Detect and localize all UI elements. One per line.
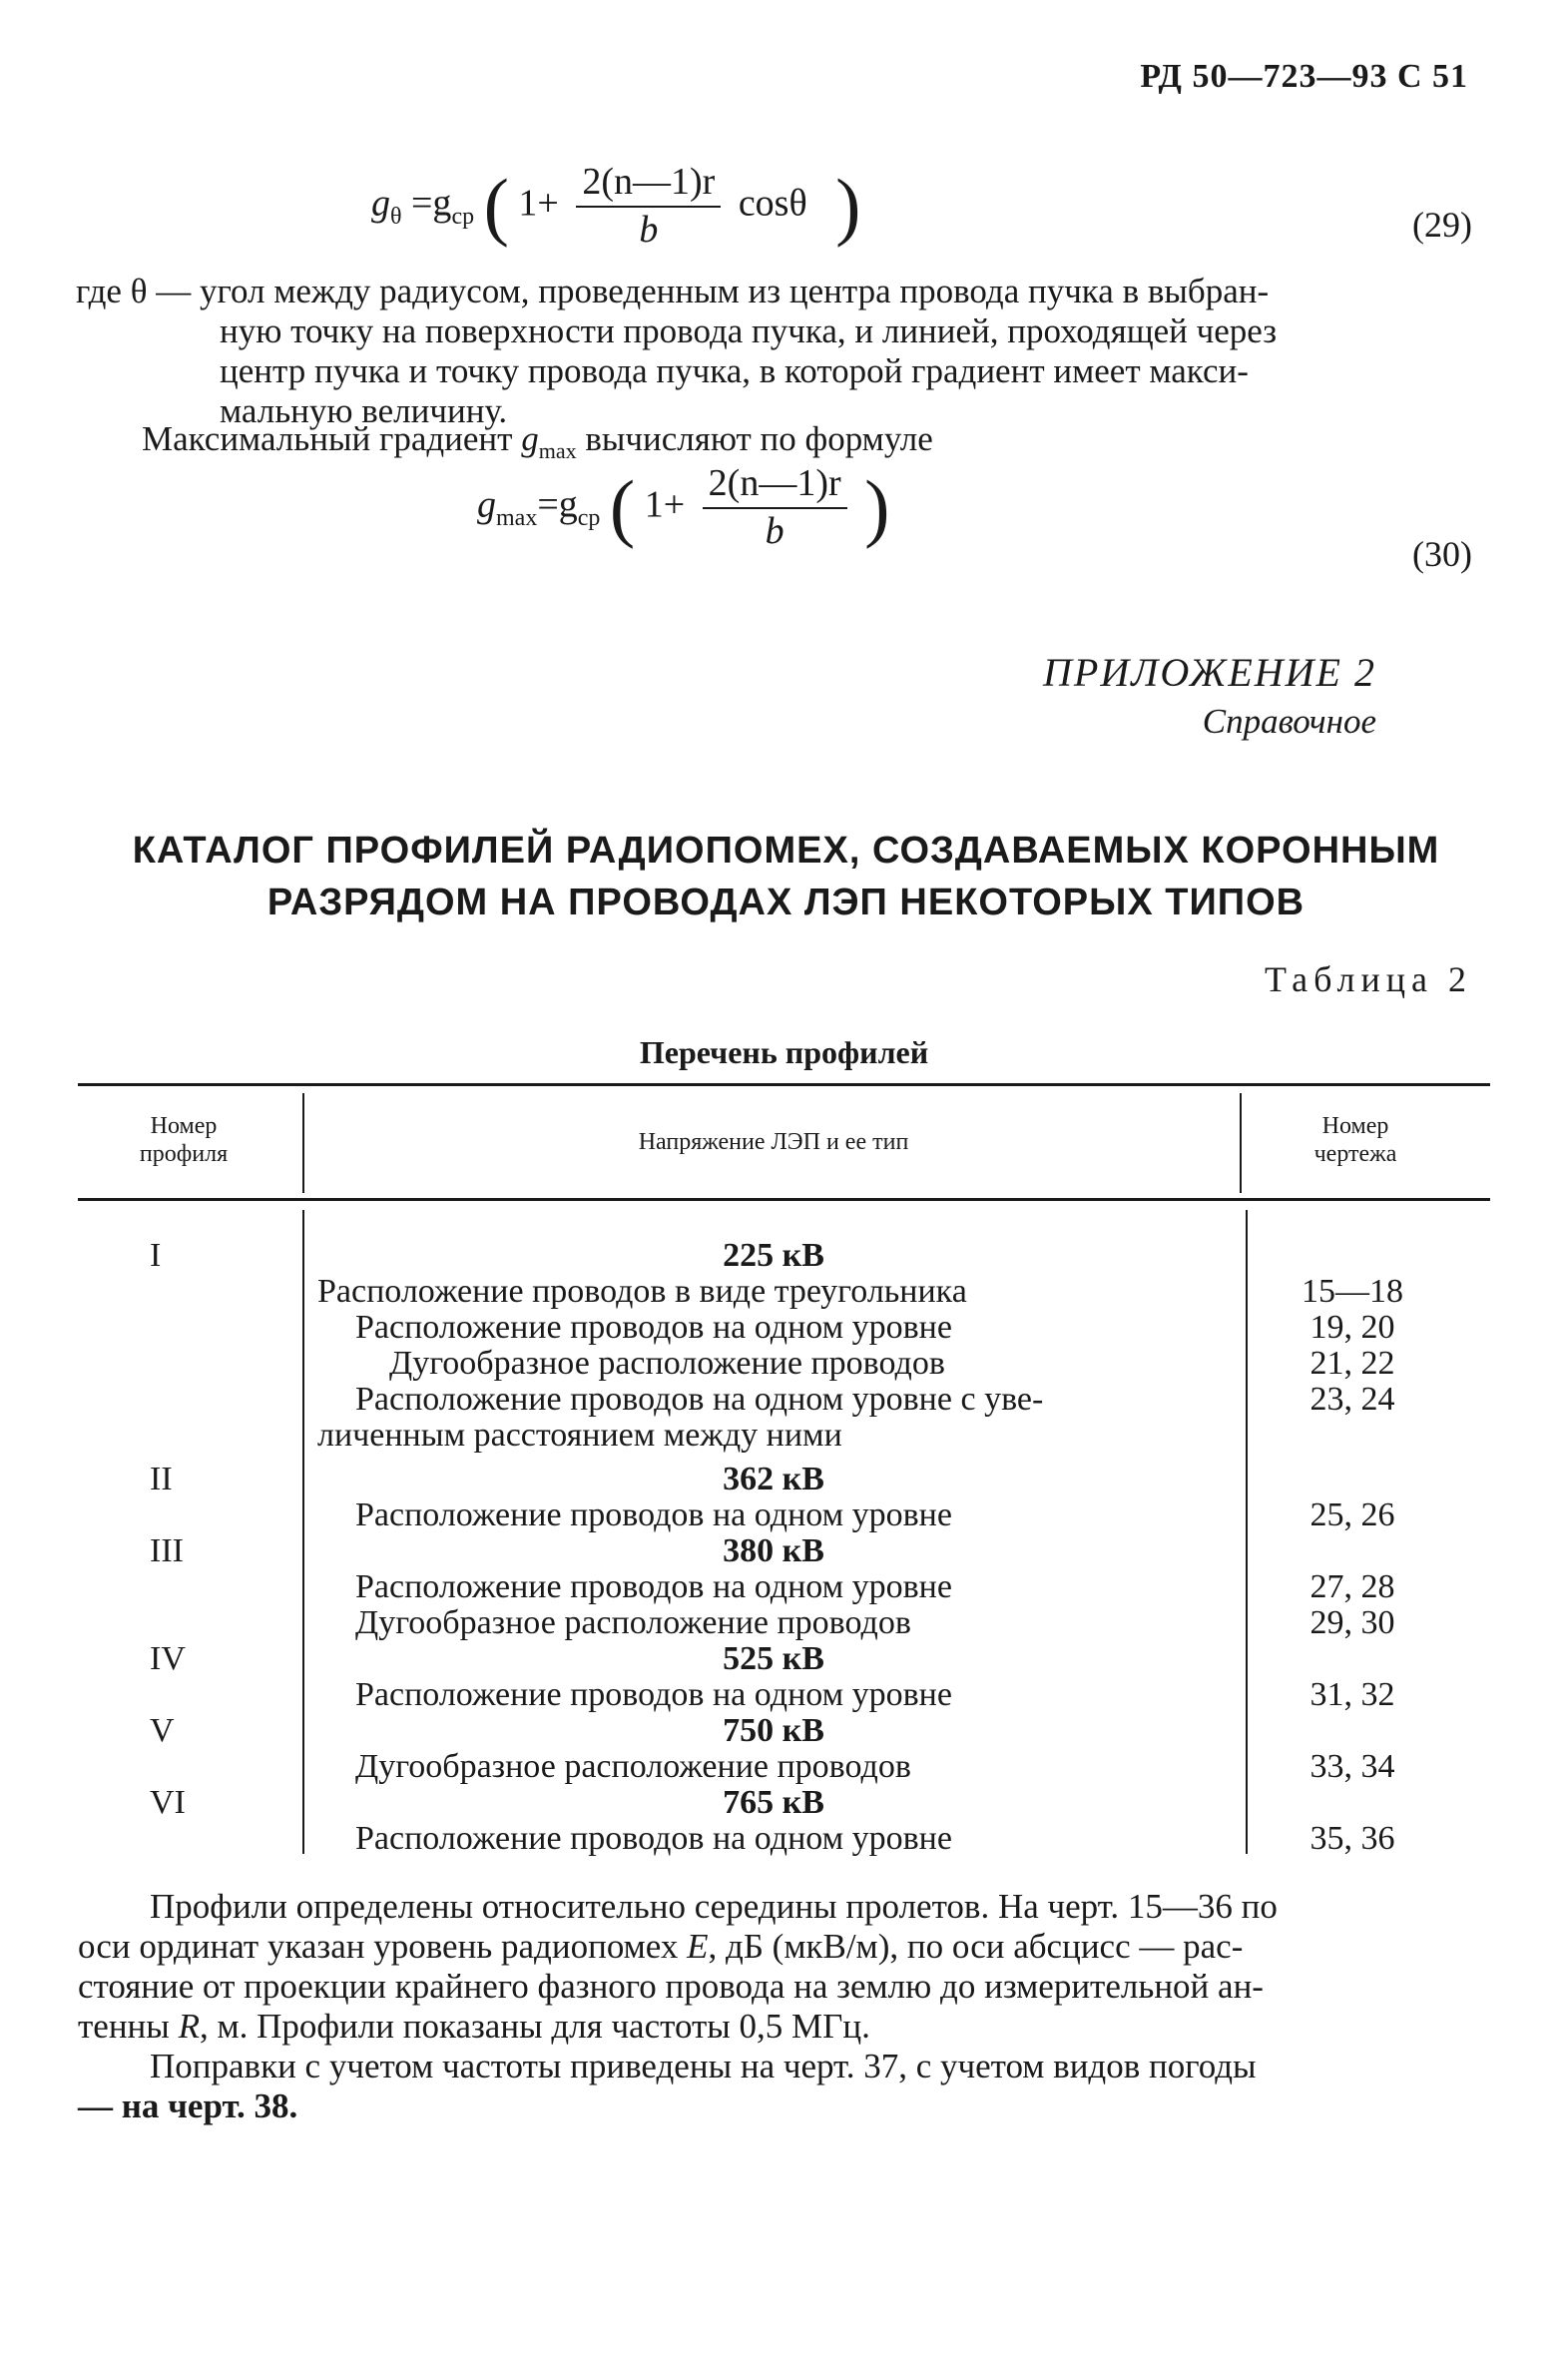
table-row-desc: личенным расстоянием между ними xyxy=(317,1417,842,1454)
formula-29-one-plus: 1+ xyxy=(518,182,559,225)
formula-30-close-paren: ) xyxy=(864,465,890,550)
table-row-fig: 35, 36 xyxy=(1309,1820,1395,1857)
table-number: Таблица 2 xyxy=(1265,959,1472,999)
formula-30-eq-sub: ср xyxy=(577,504,601,531)
profile-number-ii: II xyxy=(150,1461,173,1497)
table-row-fig: 21, 22 xyxy=(1309,1345,1395,1382)
table-row-desc: Расположение проводов на одном уровне с уве- xyxy=(355,1381,1044,1418)
note-line-5: Поправки с учетом частоты приведены на черт. 37, с учетом видов погоды xyxy=(150,2047,1257,2085)
table-row-fig: 33, 34 xyxy=(1309,1748,1395,1785)
appendix-label: ПРИЛОЖЕНИЕ 2 xyxy=(1043,650,1376,695)
title-line-2: РАЗРЯДОМ НА ПРОВОДАХ ЛЭП НЕКОТОРЫХ ТИПОВ xyxy=(266,882,1306,923)
table-caption: Перечень профилей xyxy=(639,1034,929,1070)
text-line-1: где θ — угол между радиусом, проведенным из центра провода пучка в выбран- xyxy=(76,272,1270,310)
formula-30-one-plus: 1+ xyxy=(644,483,686,526)
note-line-2 xyxy=(78,1927,1477,1967)
text-line-5-post: вычисляют по формуле xyxy=(576,419,933,458)
formula-29-lhs-sub: θ xyxy=(390,203,402,230)
header-divider-2 xyxy=(1240,1093,1242,1193)
profile-number-vi: VI xyxy=(150,1784,186,1821)
header-figure-line-1: Номер xyxy=(1321,1113,1389,1139)
profile-number-iv: IV xyxy=(150,1640,186,1677)
profile-number-i: I xyxy=(150,1237,162,1274)
equation-number-29: (29) xyxy=(1412,205,1472,245)
profile-number-iii: III xyxy=(150,1532,184,1569)
text-line-5-sub: max xyxy=(538,438,577,463)
appendix-heading xyxy=(1043,649,1376,742)
formula-29-tail: cosθ xyxy=(738,182,807,225)
text-line-5-var: g xyxy=(521,419,539,458)
profile-number-v: V xyxy=(150,1712,175,1749)
note-line-1: Профили определены относительно середины пролетов. На черт. 15—36 по xyxy=(150,1887,1278,1926)
note-line-4-b: , м. Профили показаны для частоты 0,5 МГц. xyxy=(199,2007,870,2046)
table-row-fig: 31, 32 xyxy=(1309,1676,1395,1713)
section-765kv: 765 кВ xyxy=(723,1784,824,1821)
note-line-4 xyxy=(78,2007,870,2047)
table-row-fig: 25, 26 xyxy=(1309,1496,1395,1533)
header-figure-line-2: чертежа xyxy=(1313,1141,1397,1167)
table-row-desc: Расположение проводов в виде треугольника xyxy=(317,1273,967,1310)
text-line-3: центр пучка и точку провода пучка, в которой градиент имеет макси- xyxy=(220,351,1249,390)
table-top-rule xyxy=(78,1083,1490,1086)
table-row-fig: 29, 30 xyxy=(1309,1604,1395,1641)
header-profile-line-1: Номер xyxy=(150,1113,218,1139)
table-row-desc: Расположение проводов на одном уровне xyxy=(355,1820,952,1857)
section-362kv: 362 кВ xyxy=(723,1461,824,1497)
formula-29-open-paren: ( xyxy=(483,164,509,249)
appendix-kind: Справочное xyxy=(1202,702,1376,741)
note-line-2-var: E xyxy=(687,1927,709,1966)
header-divider-1 xyxy=(302,1093,304,1193)
text-line-2: ную точку на поверхности провода пучка, и линией, проходящей через xyxy=(220,311,1278,350)
table-row-desc: Дугообразное расположение проводов xyxy=(355,1748,911,1785)
formula-30-numerator: 2(n—1)r xyxy=(703,461,847,509)
formula-29-eq: =g xyxy=(401,182,452,225)
body-divider-1 xyxy=(302,1210,304,1854)
table-row-fig: 27, 28 xyxy=(1309,1568,1395,1605)
note-line-2-b: , дБ (мкВ/м), по оси абсцисс — рас- xyxy=(708,1927,1244,1966)
section-750kv: 750 кВ xyxy=(723,1712,824,1749)
section-525kv: 525 кВ xyxy=(723,1640,824,1677)
formula-30-fraction xyxy=(703,461,847,554)
section-380kv: 380 кВ xyxy=(723,1532,824,1569)
formula-30-denominator: b xyxy=(765,509,784,552)
table-row-desc: Расположение проводов на одном уровне xyxy=(355,1496,952,1533)
document-title xyxy=(80,825,1492,928)
table-row-desc: Расположение проводов на одном уровне xyxy=(355,1309,952,1346)
table-header-figure xyxy=(1256,1112,1455,1168)
page-header: РД 50—723—93 С 51 xyxy=(1140,58,1468,95)
table-header-profile xyxy=(84,1112,283,1168)
equation-number-30: (30) xyxy=(1412,534,1472,574)
formula-29-eq-sub: ср xyxy=(451,203,475,230)
formula-29-fraction xyxy=(576,160,721,253)
header-profile-line-2: профиля xyxy=(139,1141,229,1167)
table-header-voltage: Напряжение ЛЭП и ее тип xyxy=(638,1129,909,1155)
formula-30-lhs: g xyxy=(477,483,496,526)
table-row-desc: Дугообразное расположение проводов xyxy=(389,1345,945,1382)
formula-30-open-paren: ( xyxy=(609,465,636,550)
note-line-3: стояние от проекции крайнего фазного провода на землю до измерительной ан- xyxy=(78,1967,1264,2006)
formula-29 xyxy=(371,160,860,253)
note-line-4-var: R xyxy=(178,2007,200,2046)
text-line-5-pre: Максимальный градиент xyxy=(142,419,522,458)
table-header-rule xyxy=(78,1198,1490,1201)
section-225kv: 225 кВ xyxy=(723,1237,824,1274)
formula-30-eq: =g xyxy=(537,483,578,526)
table-row-fig: 23, 24 xyxy=(1309,1381,1395,1418)
table-row-fig: 19, 20 xyxy=(1309,1309,1395,1346)
note-line-4-a: тенны xyxy=(78,2007,179,2046)
title-line-1: КАТАЛОГ ПРОФИЛЕЙ РАДИОПОМЕХ, СОЗДАВАЕМЫХ КОРОННЫМ xyxy=(132,830,1440,872)
body-divider-2 xyxy=(1246,1210,1248,1854)
formula-30-lhs-sub: max xyxy=(496,504,538,531)
text-line-4: мальную величину. xyxy=(220,391,508,430)
formula-29-denominator: b xyxy=(639,208,659,251)
formula-29-close-paren: ) xyxy=(835,164,861,249)
formula-29-lhs: g xyxy=(371,182,390,225)
table-row-desc: Расположение проводов на одном уровне xyxy=(355,1568,952,1605)
note-line-2-a: оси ординат указан уровень радиопомех xyxy=(78,1927,688,1966)
table-row-desc: Дугообразное расположение проводов xyxy=(355,1604,911,1641)
note-line-6: — на черт. 38. xyxy=(78,2086,298,2125)
formula-30 xyxy=(477,461,889,554)
table-row-desc: Расположение проводов на одном уровне xyxy=(355,1676,952,1713)
table-row-fig: 15—18 xyxy=(1302,1273,1403,1310)
formula-29-numerator: 2(n—1)r xyxy=(576,160,721,208)
